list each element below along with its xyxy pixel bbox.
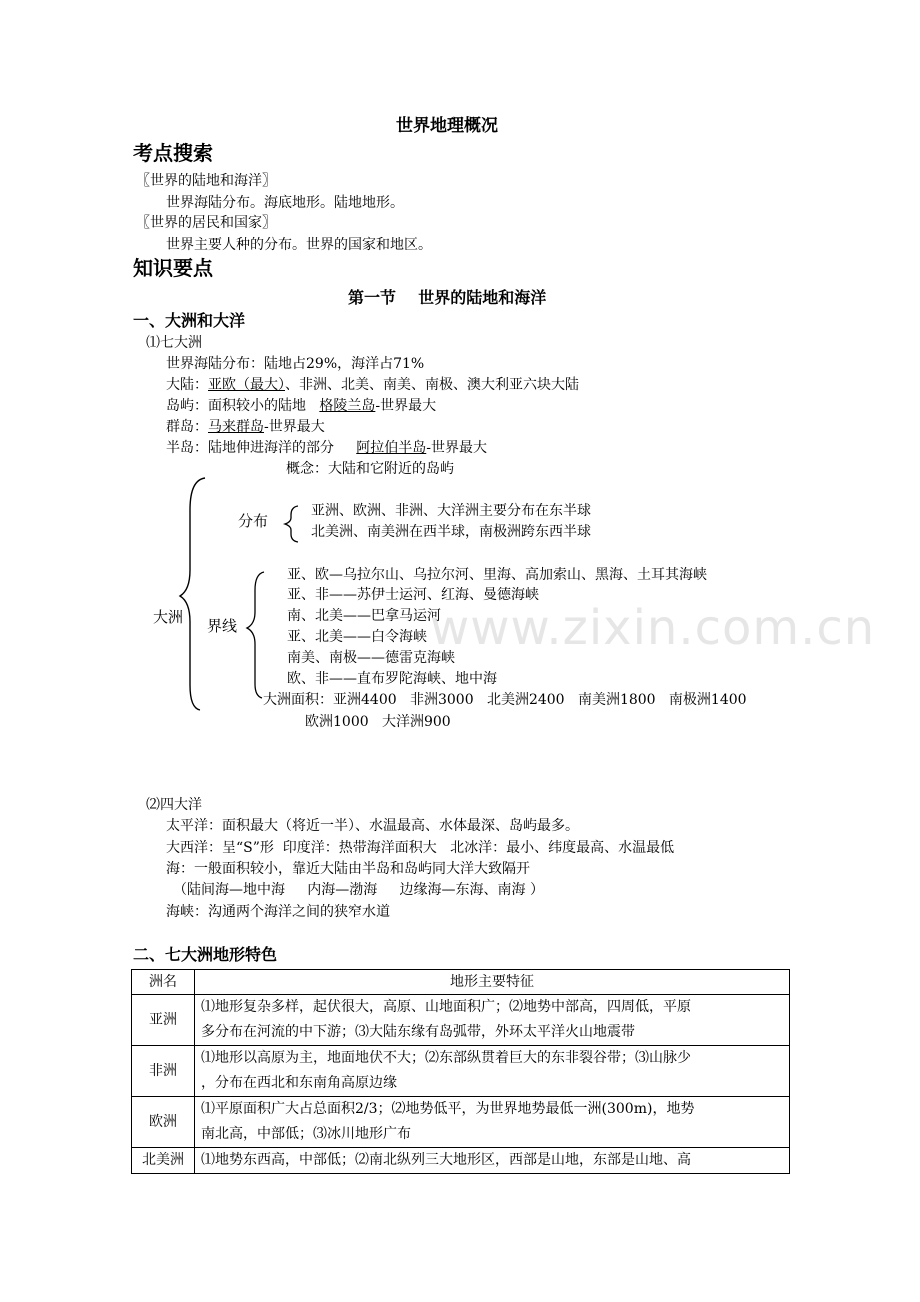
page-title: 世界地理概况 [396,116,498,136]
row-feature-line: ⑴地势东西高，中部低；⑵南北纵列三大地形区，西部是山地，东部是山地、高 [201,1152,691,1168]
fenbu-label: 分布 [238,512,269,530]
area-line-1: 大洲面积：亚洲4400 非洲3000 北美洲2400 南美洲1800 南极洲1400 [263,692,747,708]
daoyu-suffix: -世界最大 [375,398,437,414]
qundao-highlight: 马来群岛 [208,419,264,435]
table-row [132,1097,790,1148]
ocean-line-1: 太平洋：面积最大（将近一半）、水温最高、水体最深、岛屿最多。 [166,818,579,834]
row-feature [195,1046,790,1097]
table-header-row [132,970,790,995]
ocean-line-4: （陆间海—地中海 内海—渤海 边缘海—东海、南海 ） [173,882,544,898]
jiexian-line-4: 亚、北美——白令海峡 [287,629,427,645]
bandao-prefix: 半岛：陆地伸进海洋的部分 [166,440,357,456]
row-name: 非洲 [132,1046,195,1097]
terrain-table [131,969,790,1174]
kaodian-text-1: 世界海陆分布。海底地形。陆地地形。 [166,195,404,211]
dalu-prefix: 大陆： [166,377,208,393]
row-feature-line: 南北高，中部低；⑶冰川地形广布 [201,1126,411,1142]
qundao-suffix: -世界最大 [264,419,325,435]
dazhou-brace [180,478,205,710]
sub1-label: ⑴七大洲 [146,335,202,351]
kaodian-text-2: 世界主要人种的分布。世界的国家和地区。 [166,237,432,253]
zhishi-heading: 知识要点 [133,256,213,280]
row-name: 北美洲 [132,1148,195,1174]
row-feature-line: ，分布在西北和东南角高原边缘 [201,1075,397,1091]
row-feature-line: ⑴地形以高原为主，地面地伏不大；⑵东部纵贯着巨大的东非裂谷带；⑶山脉少 [201,1050,691,1066]
ocean-line-5: 海峡：沟通两个海洋之间的狭窄水道 [166,904,390,920]
header-name: 洲名 [132,970,195,995]
jiexian-line-3: 南、北美——巴拿马运河 [287,608,441,624]
area-line-2: 欧洲1000 大洋洲900 [305,714,451,730]
kaodian-label-2: 〖世界的居民和国家〗 [136,215,276,231]
concept-line: 概念：大陆和它附近的岛屿 [286,461,454,477]
kaodian-heading: 考点搜索 [133,141,213,165]
section-title: 第一节 世界的陆地和海洋 [348,288,547,307]
table-row [132,995,790,1046]
header-feature: 地形主要特征 [195,970,790,995]
dalu-suffix: 、非洲、北美、南美、南极、澳大利亚六块大陆 [285,377,579,393]
dalu-highlight: 亚欧（最大） [208,377,285,393]
sub2-label: ⑵四大洋 [146,797,202,813]
ocean-line-2: 大西洋：呈“S”形 印度洋：热带海洋面积大 北冰洋：最小、纬度最高、水温最低 [166,840,675,856]
row-name: 亚洲 [132,995,195,1046]
jiexian-line-1: 亚、欧—乌拉尔山、乌拉尔河、里海、高加索山、黑海、土耳其海峡 [287,567,707,583]
table-row [132,1148,790,1174]
row-feature [195,995,790,1046]
distribution-line: 世界海陆分布：陆地占29%，海洋占71% [166,356,425,372]
row-feature-line: ⑴地形复杂多样，起伏很大，高原、山地面积广；⑵地势中部高，四周低，平原 [201,999,691,1015]
row-feature [195,1097,790,1148]
jiexian-line-6: 欧、非——直布罗陀海峡、地中海 [287,671,497,687]
part2-heading: 二、七大洲地形特色 [133,945,278,964]
table-row [132,1046,790,1097]
row-name: 欧洲 [132,1097,195,1148]
dazhou-label: 大洲 [153,608,184,626]
fenbu-line-1: 亚洲、欧洲、非洲、大洋洲主要分布在东半球 [311,503,591,519]
row-feature [195,1148,790,1174]
bandao-suffix: -世界最大 [426,440,487,456]
row-feature-line: 多分布在河流的中下游；⑶大陆东缘有岛弧带，外环太平洋火山地震带 [201,1024,635,1040]
kaodian-label-1: 〖世界的陆地和海洋〗 [136,173,276,189]
bandao-highlight: 阿拉伯半岛 [356,440,427,456]
jiexian-brace [247,572,264,698]
daoyu-highlight: 格陵兰岛 [319,398,376,414]
jiexian-line-5: 南美、南极——德雷克海峡 [287,650,455,666]
part1-heading: 一、大洲和大洋 [133,311,246,330]
fenbu-line-2: 北美洲、南美洲在西半球，南极洲跨东西半球 [311,524,591,540]
fenbu-brace [285,506,298,542]
watermark: www.zixin.com.cn [430,600,876,656]
row-feature-line: ⑴平原面积广大占总面积2/3；⑵地势低平，为世界地势最低一洲(300m)，地势 [201,1101,695,1117]
daoyu-prefix: 岛屿：面积较小的陆地 [166,398,320,414]
jiexian-label: 界线 [207,617,238,635]
qundao-prefix: 群岛： [166,419,208,435]
jiexian-line-2: 亚、非——苏伊士运河、红海、曼德海峡 [287,587,539,603]
ocean-line-3: 海：一般面积较小，靠近大陆由半岛和岛屿同大洋大致隔开 [166,861,530,877]
